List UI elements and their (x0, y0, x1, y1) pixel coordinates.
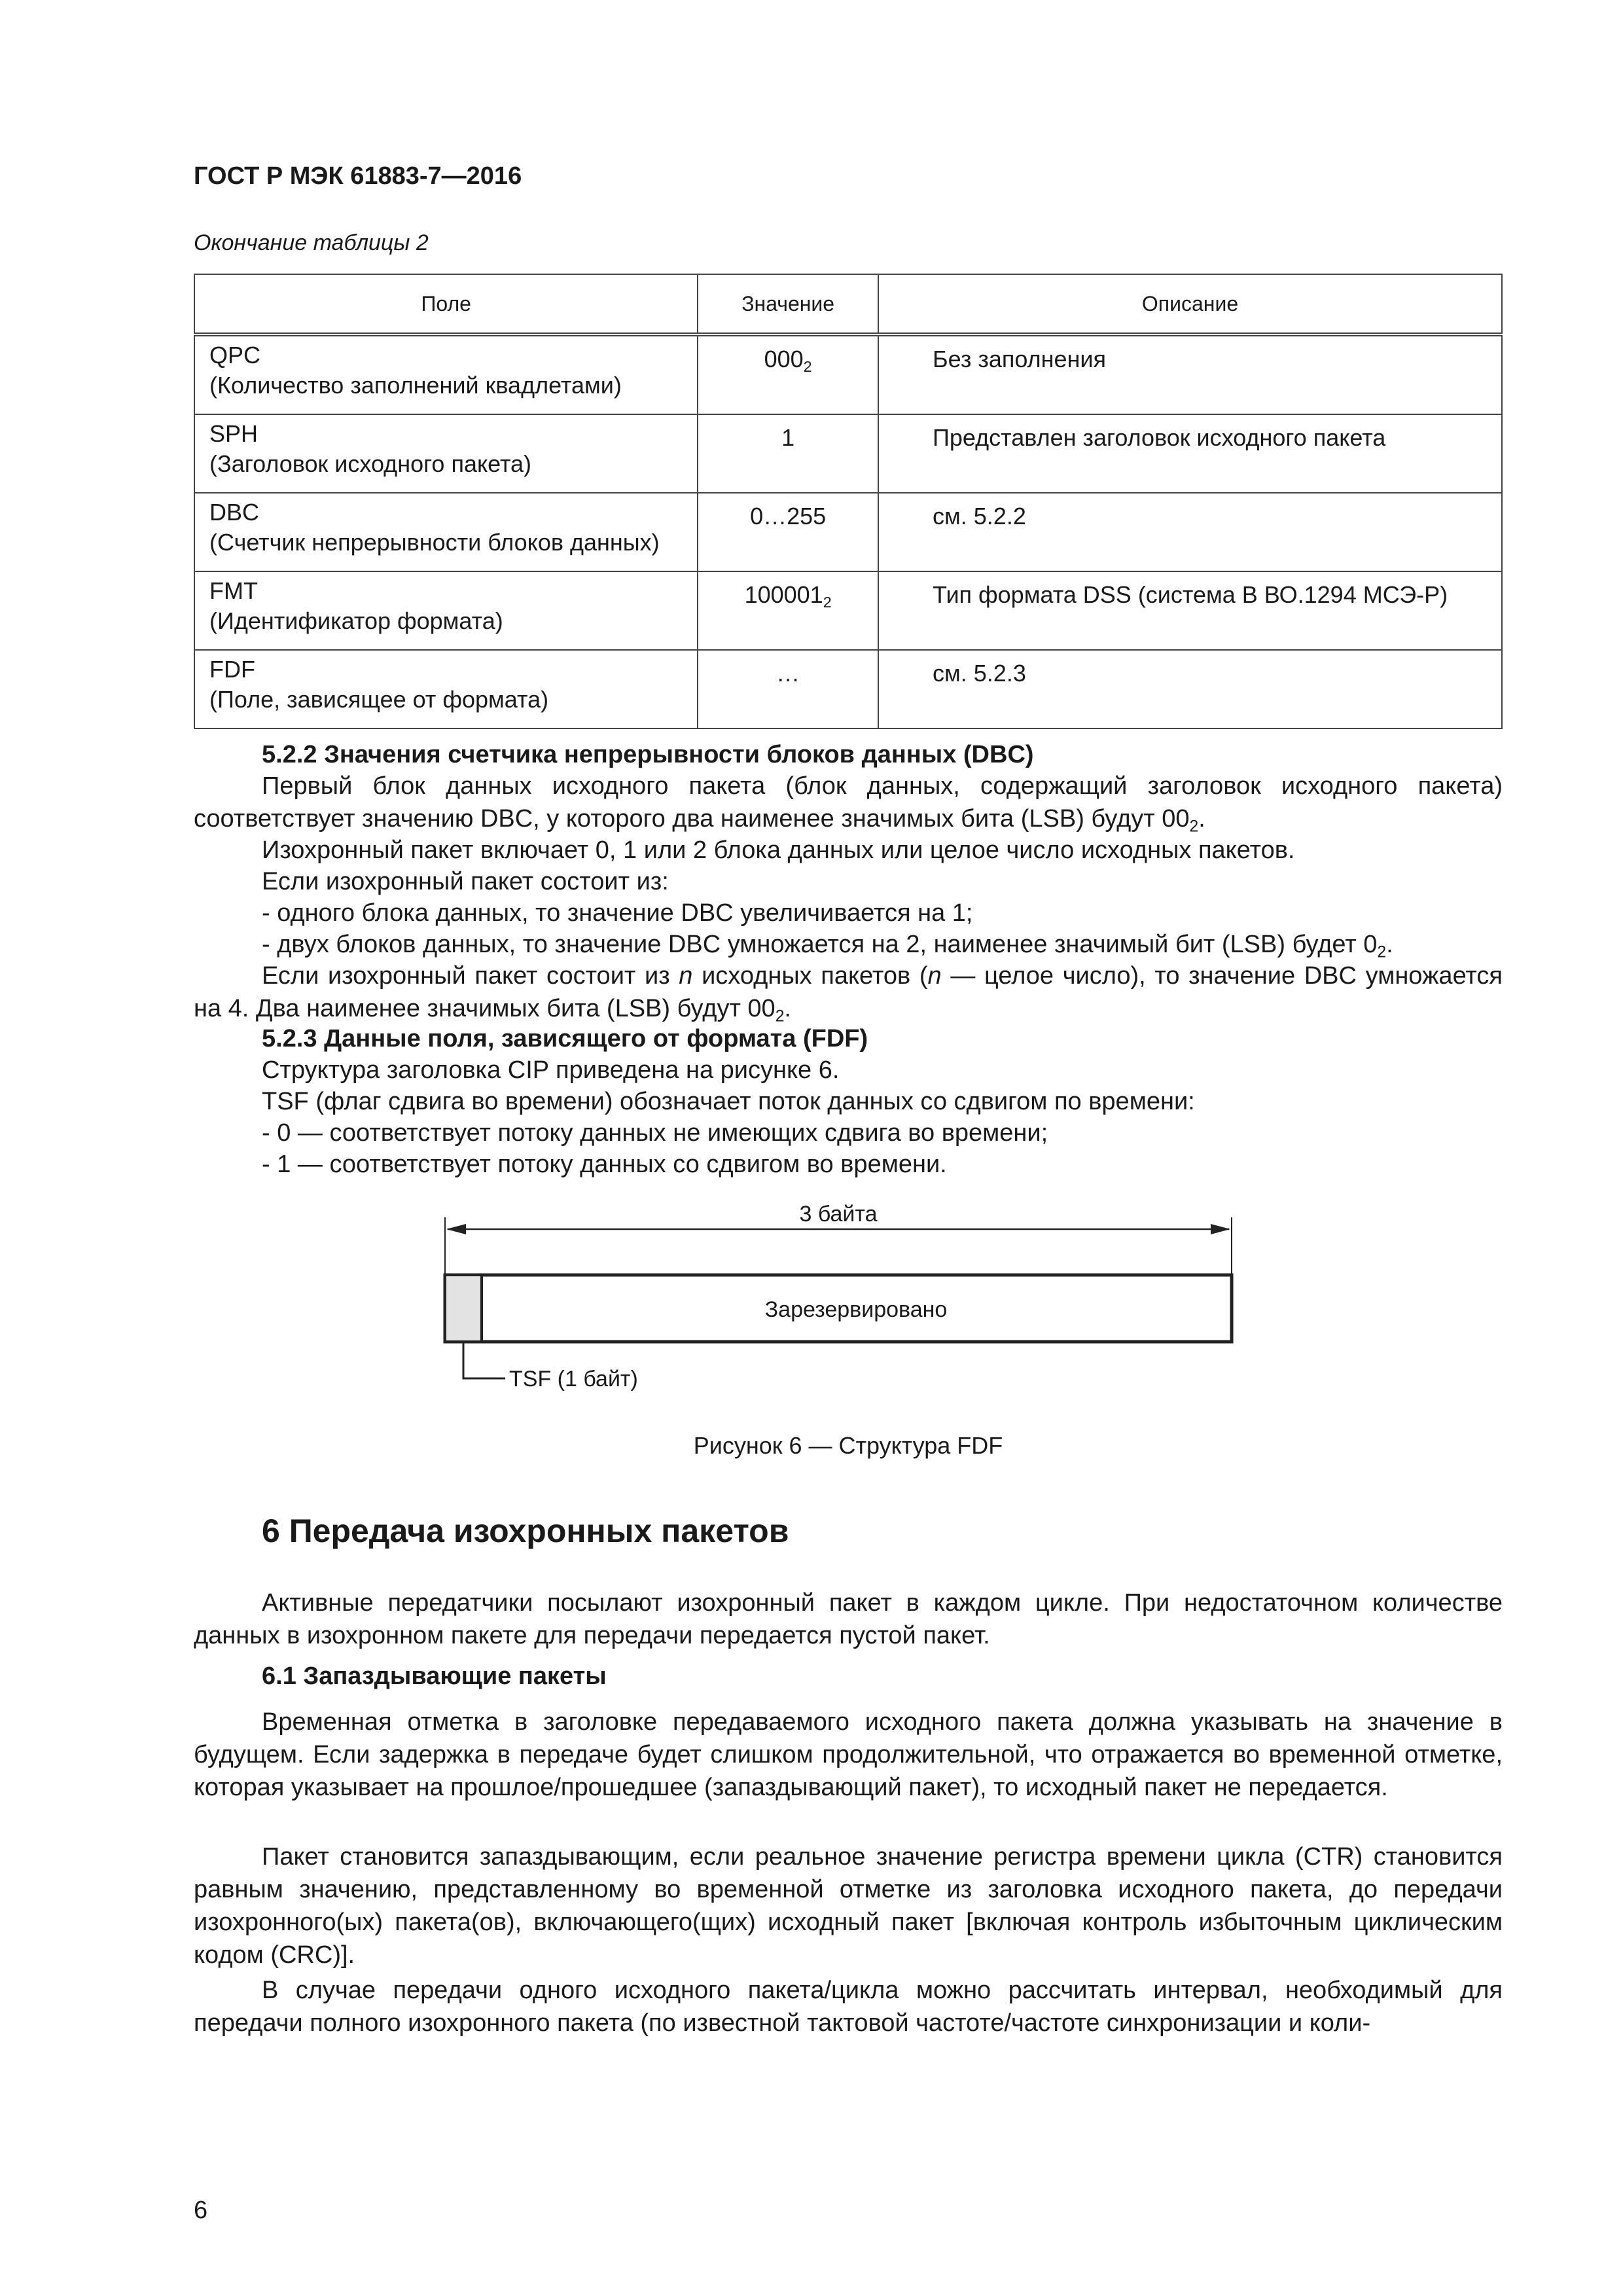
list-item: - 0 — соответствует потоку данных не имеющих сдвига во времени; (262, 1119, 1048, 1147)
tsf-label: TSF (1 байт) (509, 1367, 638, 1391)
table-header-row (194, 274, 1502, 334)
field-code: DBC (209, 499, 260, 526)
value-subscript: 2 (823, 594, 832, 611)
value-subscript: 2 (803, 358, 812, 376)
value-text: 000 (764, 346, 804, 372)
value-text: … (776, 660, 800, 687)
variable-n: n (927, 962, 942, 990)
value-cell (698, 334, 878, 414)
description-cell: Представлен заголовок исходного пакета (878, 414, 1502, 493)
tsf-bit-cell (446, 1276, 482, 1340)
field-description: (Поле, зависящее от формата) (209, 686, 549, 713)
paragraph: Изохронный пакет включает 0, 1 или 2 блока данных или целое число исходных пакетов. (262, 836, 1295, 864)
value-text: 0…255 (750, 503, 827, 529)
list-item-text: . (1386, 931, 1393, 958)
column-header-field: Поле (194, 274, 698, 334)
field-code: FMT (209, 577, 258, 604)
paragraph-text: Если изохронный пакет состоит из (262, 962, 679, 990)
subscript: 2 (1189, 817, 1199, 836)
field-description: (Идентификатор формата) (209, 607, 503, 634)
document-header: ГОСТ Р МЭК 61883-7—2016 (194, 162, 522, 190)
variable-n: n (679, 962, 693, 990)
description-cell: см. 5.2.2 (878, 493, 1502, 571)
paragraph-text: Первый блок данных исходного пакета (блок данных, содержащий заголовок исходного пакета) соответствует значению DBC, у которого два наименее значимых бита (LSB) будут 00 (194, 772, 1503, 833)
paragraph (194, 770, 1503, 835)
field-cell (194, 334, 698, 414)
table-row (194, 334, 1502, 414)
description-cell: Тип формата DSS (система B ВО.1294 МСЭ-Р) (878, 571, 1502, 650)
subsection-heading-5-2-3: 5.2.3 Данные поля, зависящего от формата (FDF) (262, 1025, 868, 1052)
paragraph: Пакет становится запаздывающим, если реальное значение регистра времени цикла (CTR) становится равным значению, представленному во временной отметке из заголовка исходного пакета, до передачи изохронного(ых) пакета(ов), включающего(щих) исходный пакет [включая контроль избыточным циклическим кодом (CRC)]. (194, 1843, 1503, 1969)
paragraph: В случае передачи одного исходного пакета/цикла можно рассчитать интервал, необходимый для передачи полного изохронного пакета (по известной тактовой частоте/частоте синхронизации и коли- (194, 1977, 1503, 2037)
paragraph: Временная отметка в заголовке передаваемого исходного пакета должна указывать на значение в будущем. Если задержка в передаче будет слишком продолжительной, что отражается во временной отметке, которая указывает на прошлое/прошедшее (запаздывающий пакет), то исходный пакет не передается. (194, 1708, 1503, 1801)
paragraph: TSF (флаг сдвига во времени) обозначает поток данных со сдвигом по времени: (262, 1088, 1195, 1115)
value-cell (698, 571, 878, 650)
description-cell: см. 5.2.3 (878, 650, 1502, 728)
column-header-value: Значение (698, 274, 878, 334)
fdf-structure-diagram (432, 1204, 1257, 1414)
paragraph: Активные передатчики посылают изохронный пакет в каждом цикле. При недостаточном количестве данных в изохронном пакете для передачи передается пустой пакет. (194, 1589, 1503, 1649)
figure-caption: Рисунок 6 — Структура FDF (693, 1432, 1003, 1459)
value-text: 1 (781, 424, 795, 451)
reserved-label: Зарезервировано (764, 1297, 948, 1322)
width-label: 3 байта (799, 1204, 878, 1227)
subscript: 2 (1377, 943, 1387, 961)
table-row (194, 493, 1502, 571)
list-item: - одного блока данных, то значение DBC увеличивается на 1; (262, 899, 973, 927)
field-code: QPC (209, 342, 261, 368)
table-row (194, 650, 1502, 728)
value-cell (698, 493, 878, 571)
tsf-leader-line (463, 1342, 505, 1378)
page-number: 6 (194, 2197, 208, 2224)
field-cell (194, 571, 698, 650)
table-row (194, 414, 1502, 493)
paragraph: Структура заголовка CIP приведена на рисунке 6. (262, 1056, 840, 1084)
field-cell (194, 650, 698, 728)
list-item (262, 928, 1393, 961)
field-description: (Количество заполнений квадлетами) (209, 372, 622, 399)
paragraph-text: исходных пакетов ( (692, 962, 928, 990)
field-cell (194, 493, 698, 571)
paragraph-text: . (784, 995, 791, 1022)
value-text: 100001 (744, 581, 823, 608)
list-item-text: - двух блоков данных, то значение DBC умножается на 2, наименее значимый бит (LSB) будет 0 (262, 931, 1378, 958)
left-arrowhead (446, 1224, 466, 1234)
subsection-heading-5-2-2: 5.2.2 Значения счетчика непрерывности блоков данных (DBC) (262, 741, 1034, 768)
table-caption: Окончание таблицы 2 (194, 230, 429, 255)
parameters-table (194, 274, 1503, 729)
field-description: (Заголовок исходного пакета) (209, 450, 532, 477)
paragraph-text: — целое число), то значение DBC умножается на 4. Два наименее значимых бита (LSB) будут 00 (194, 962, 1503, 1022)
paragraph-text: . (1198, 805, 1205, 833)
table-row (194, 571, 1502, 650)
field-description: (Счетчик непрерывности блоков данных) (209, 529, 660, 556)
description-cell: Без заполнения (878, 334, 1502, 414)
field-code: FDF (209, 656, 255, 683)
section-title-6: 6 Передача изохронных пакетов (262, 1513, 789, 1549)
subscript: 2 (775, 1007, 785, 1026)
right-arrowhead (1211, 1224, 1230, 1234)
field-cell (194, 414, 698, 493)
list-item: - 1 — соответствует потоку данных со сдвигом во времени. (262, 1151, 947, 1178)
value-cell (698, 414, 878, 493)
subsection-heading-6-1: 6.1 Запаздывающие пакеты (262, 1662, 607, 1690)
value-cell (698, 650, 878, 728)
paragraph: Если изохронный пакет состоит из: (262, 868, 669, 895)
field-code: SPH (209, 420, 259, 447)
paragraph (194, 960, 1503, 1025)
column-header-description: Описание (878, 274, 1502, 334)
